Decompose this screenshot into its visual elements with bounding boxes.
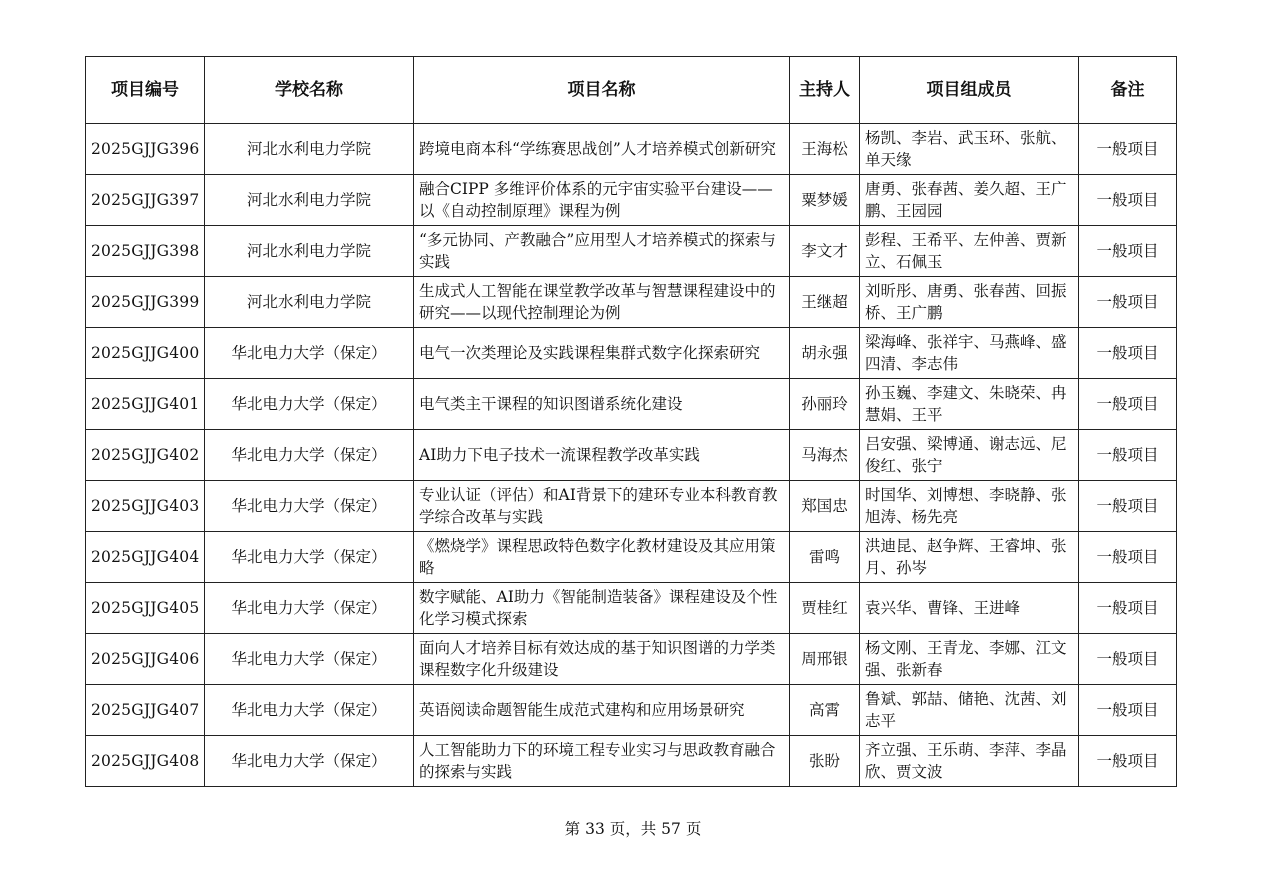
note-cell: 一般项目	[1079, 379, 1177, 430]
note-cell: 一般项目	[1079, 532, 1177, 583]
host-cell: 高霄	[790, 685, 860, 736]
project-name-cell: 生成式人工智能在课堂教学改革与智慧课程建设中的研究——以现代控制理论为例	[414, 277, 790, 328]
project-name-cell: AI助力下电子技术一流课程教学改革实践	[414, 430, 790, 481]
note-cell: 一般项目	[1079, 634, 1177, 685]
school-name-cell: 华北电力大学（保定）	[205, 379, 414, 430]
members-cell: 时国华、刘博想、李晓静、张旭涛、杨先亮	[860, 481, 1079, 532]
school-name-cell: 华北电力大学（保定）	[205, 532, 414, 583]
members-cell: 杨文刚、王青龙、李娜、江文强、张新春	[860, 634, 1079, 685]
project-name-cell: 电气一次类理论及实践课程集群式数字化探索研究	[414, 328, 790, 379]
members-cell: 唐勇、张春茜、姜久超、王广鹏、王园园	[860, 175, 1079, 226]
project-code-cell: 2025GJJG400	[86, 328, 205, 379]
table-row	[86, 328, 1177, 379]
host-cell: 胡永强	[790, 328, 860, 379]
note-cell: 一般项目	[1079, 481, 1177, 532]
project-name-cell: 数字赋能、AI助力《智能制造装备》课程建设及个性化学习模式探索	[414, 583, 790, 634]
table-row	[86, 175, 1177, 226]
header-project-code: 项目编号	[86, 57, 205, 124]
host-cell: 马海杰	[790, 430, 860, 481]
school-name-cell: 华北电力大学（保定）	[205, 430, 414, 481]
note-cell: 一般项目	[1079, 328, 1177, 379]
note-cell: 一般项目	[1079, 124, 1177, 175]
header-row	[86, 57, 1177, 124]
project-code-cell: 2025GJJG403	[86, 481, 205, 532]
members-cell: 吕安强、梁博通、谢志远、尼俊红、张宁	[860, 430, 1079, 481]
note-cell: 一般项目	[1079, 583, 1177, 634]
note-cell: 一般项目	[1079, 430, 1177, 481]
header-school-name: 学校名称	[205, 57, 414, 124]
project-code-cell: 2025GJJG404	[86, 532, 205, 583]
project-name-cell: 融合CIPP 多维评价体系的元宇宙实验平台建设——以《自动控制原理》课程为例	[414, 175, 790, 226]
host-cell: 李文才	[790, 226, 860, 277]
project-code-cell: 2025GJJG399	[86, 277, 205, 328]
project-name-cell: 电气类主干课程的知识图谱系统化建设	[414, 379, 790, 430]
table-row	[86, 430, 1177, 481]
header-members: 项目组成员	[860, 57, 1079, 124]
project-name-cell: 《燃烧学》课程思政特色数字化教材建设及其应用策略	[414, 532, 790, 583]
project-name-cell: 面向人才培养目标有效达成的基于知识图谱的力学类课程数字化升级建设	[414, 634, 790, 685]
members-cell: 袁兴华、曹锋、王进峰	[860, 583, 1079, 634]
project-code-cell: 2025GJJG408	[86, 736, 205, 787]
school-name-cell: 河北水利电力学院	[205, 277, 414, 328]
host-cell: 孙丽玲	[790, 379, 860, 430]
table-row	[86, 379, 1177, 430]
table-row	[86, 277, 1177, 328]
members-cell: 刘昕彤、唐勇、张春茜、回振桥、王广鹏	[860, 277, 1079, 328]
host-cell: 雷鸣	[790, 532, 860, 583]
project-table	[85, 56, 1177, 787]
host-cell: 张盼	[790, 736, 860, 787]
project-code-cell: 2025GJJG401	[86, 379, 205, 430]
table-row	[86, 685, 1177, 736]
project-name-cell: “多元协同、产教融合”应用型人才培养模式的探索与实践	[414, 226, 790, 277]
project-code-cell: 2025GJJG407	[86, 685, 205, 736]
table-row	[86, 124, 1177, 175]
header-project-name: 项目名称	[414, 57, 790, 124]
members-cell: 彭程、王希平、左仲善、贾新立、石佩玉	[860, 226, 1079, 277]
table-row	[86, 583, 1177, 634]
school-name-cell: 华北电力大学（保定）	[205, 481, 414, 532]
host-cell: 王继超	[790, 277, 860, 328]
members-cell: 孙玉巍、李建文、朱晓荣、冉慧娟、王平	[860, 379, 1079, 430]
host-cell: 王海松	[790, 124, 860, 175]
note-cell: 一般项目	[1079, 175, 1177, 226]
note-cell: 一般项目	[1079, 277, 1177, 328]
school-name-cell: 华北电力大学（保定）	[205, 583, 414, 634]
host-cell: 粟梦媛	[790, 175, 860, 226]
members-cell: 杨凯、李岩、武玉环、张航、单天缘	[860, 124, 1079, 175]
project-name-cell: 英语阅读命题智能生成范式建构和应用场景研究	[414, 685, 790, 736]
project-code-cell: 2025GJJG397	[86, 175, 205, 226]
members-cell: 洪迪昆、赵争辉、王睿坤、张月、孙岑	[860, 532, 1079, 583]
note-cell: 一般项目	[1079, 736, 1177, 787]
host-cell: 郑国忠	[790, 481, 860, 532]
project-code-cell: 2025GJJG406	[86, 634, 205, 685]
members-cell: 齐立强、王乐萌、李萍、李晶欣、贾文波	[860, 736, 1079, 787]
school-name-cell: 华北电力大学（保定）	[205, 736, 414, 787]
project-code-cell: 2025GJJG396	[86, 124, 205, 175]
school-name-cell: 河北水利电力学院	[205, 175, 414, 226]
header-host: 主持人	[790, 57, 860, 124]
project-code-cell: 2025GJJG398	[86, 226, 205, 277]
project-code-cell: 2025GJJG405	[86, 583, 205, 634]
header-note: 备注	[1079, 57, 1177, 124]
note-cell: 一般项目	[1079, 685, 1177, 736]
project-name-cell: 人工智能助力下的环境工程专业实习与思政教育融合的探索与实践	[414, 736, 790, 787]
members-cell: 梁海峰、张祥宇、马燕峰、盛四清、李志伟	[860, 328, 1079, 379]
host-cell: 贾桂红	[790, 583, 860, 634]
table-row	[86, 736, 1177, 787]
page-number: 第 33 页，共 57 页	[564, 820, 702, 838]
table-row	[86, 532, 1177, 583]
school-name-cell: 华北电力大学（保定）	[205, 685, 414, 736]
host-cell: 周邢银	[790, 634, 860, 685]
project-name-cell: 专业认证（评估）和AI背景下的建环专业本科教育教学综合改革与实践	[414, 481, 790, 532]
school-name-cell: 华北电力大学（保定）	[205, 634, 414, 685]
table-row	[86, 226, 1177, 277]
table-row	[86, 481, 1177, 532]
table-row	[86, 634, 1177, 685]
project-code-cell: 2025GJJG402	[86, 430, 205, 481]
note-cell: 一般项目	[1079, 226, 1177, 277]
school-name-cell: 华北电力大学（保定）	[205, 328, 414, 379]
table-body	[86, 124, 1177, 787]
school-name-cell: 河北水利电力学院	[205, 124, 414, 175]
members-cell: 鲁斌、郭喆、储艳、沈茜、刘志平	[860, 685, 1079, 736]
project-name-cell: 跨境电商本科“学练赛思战创”人才培养模式创新研究	[414, 124, 790, 175]
school-name-cell: 河北水利电力学院	[205, 226, 414, 277]
